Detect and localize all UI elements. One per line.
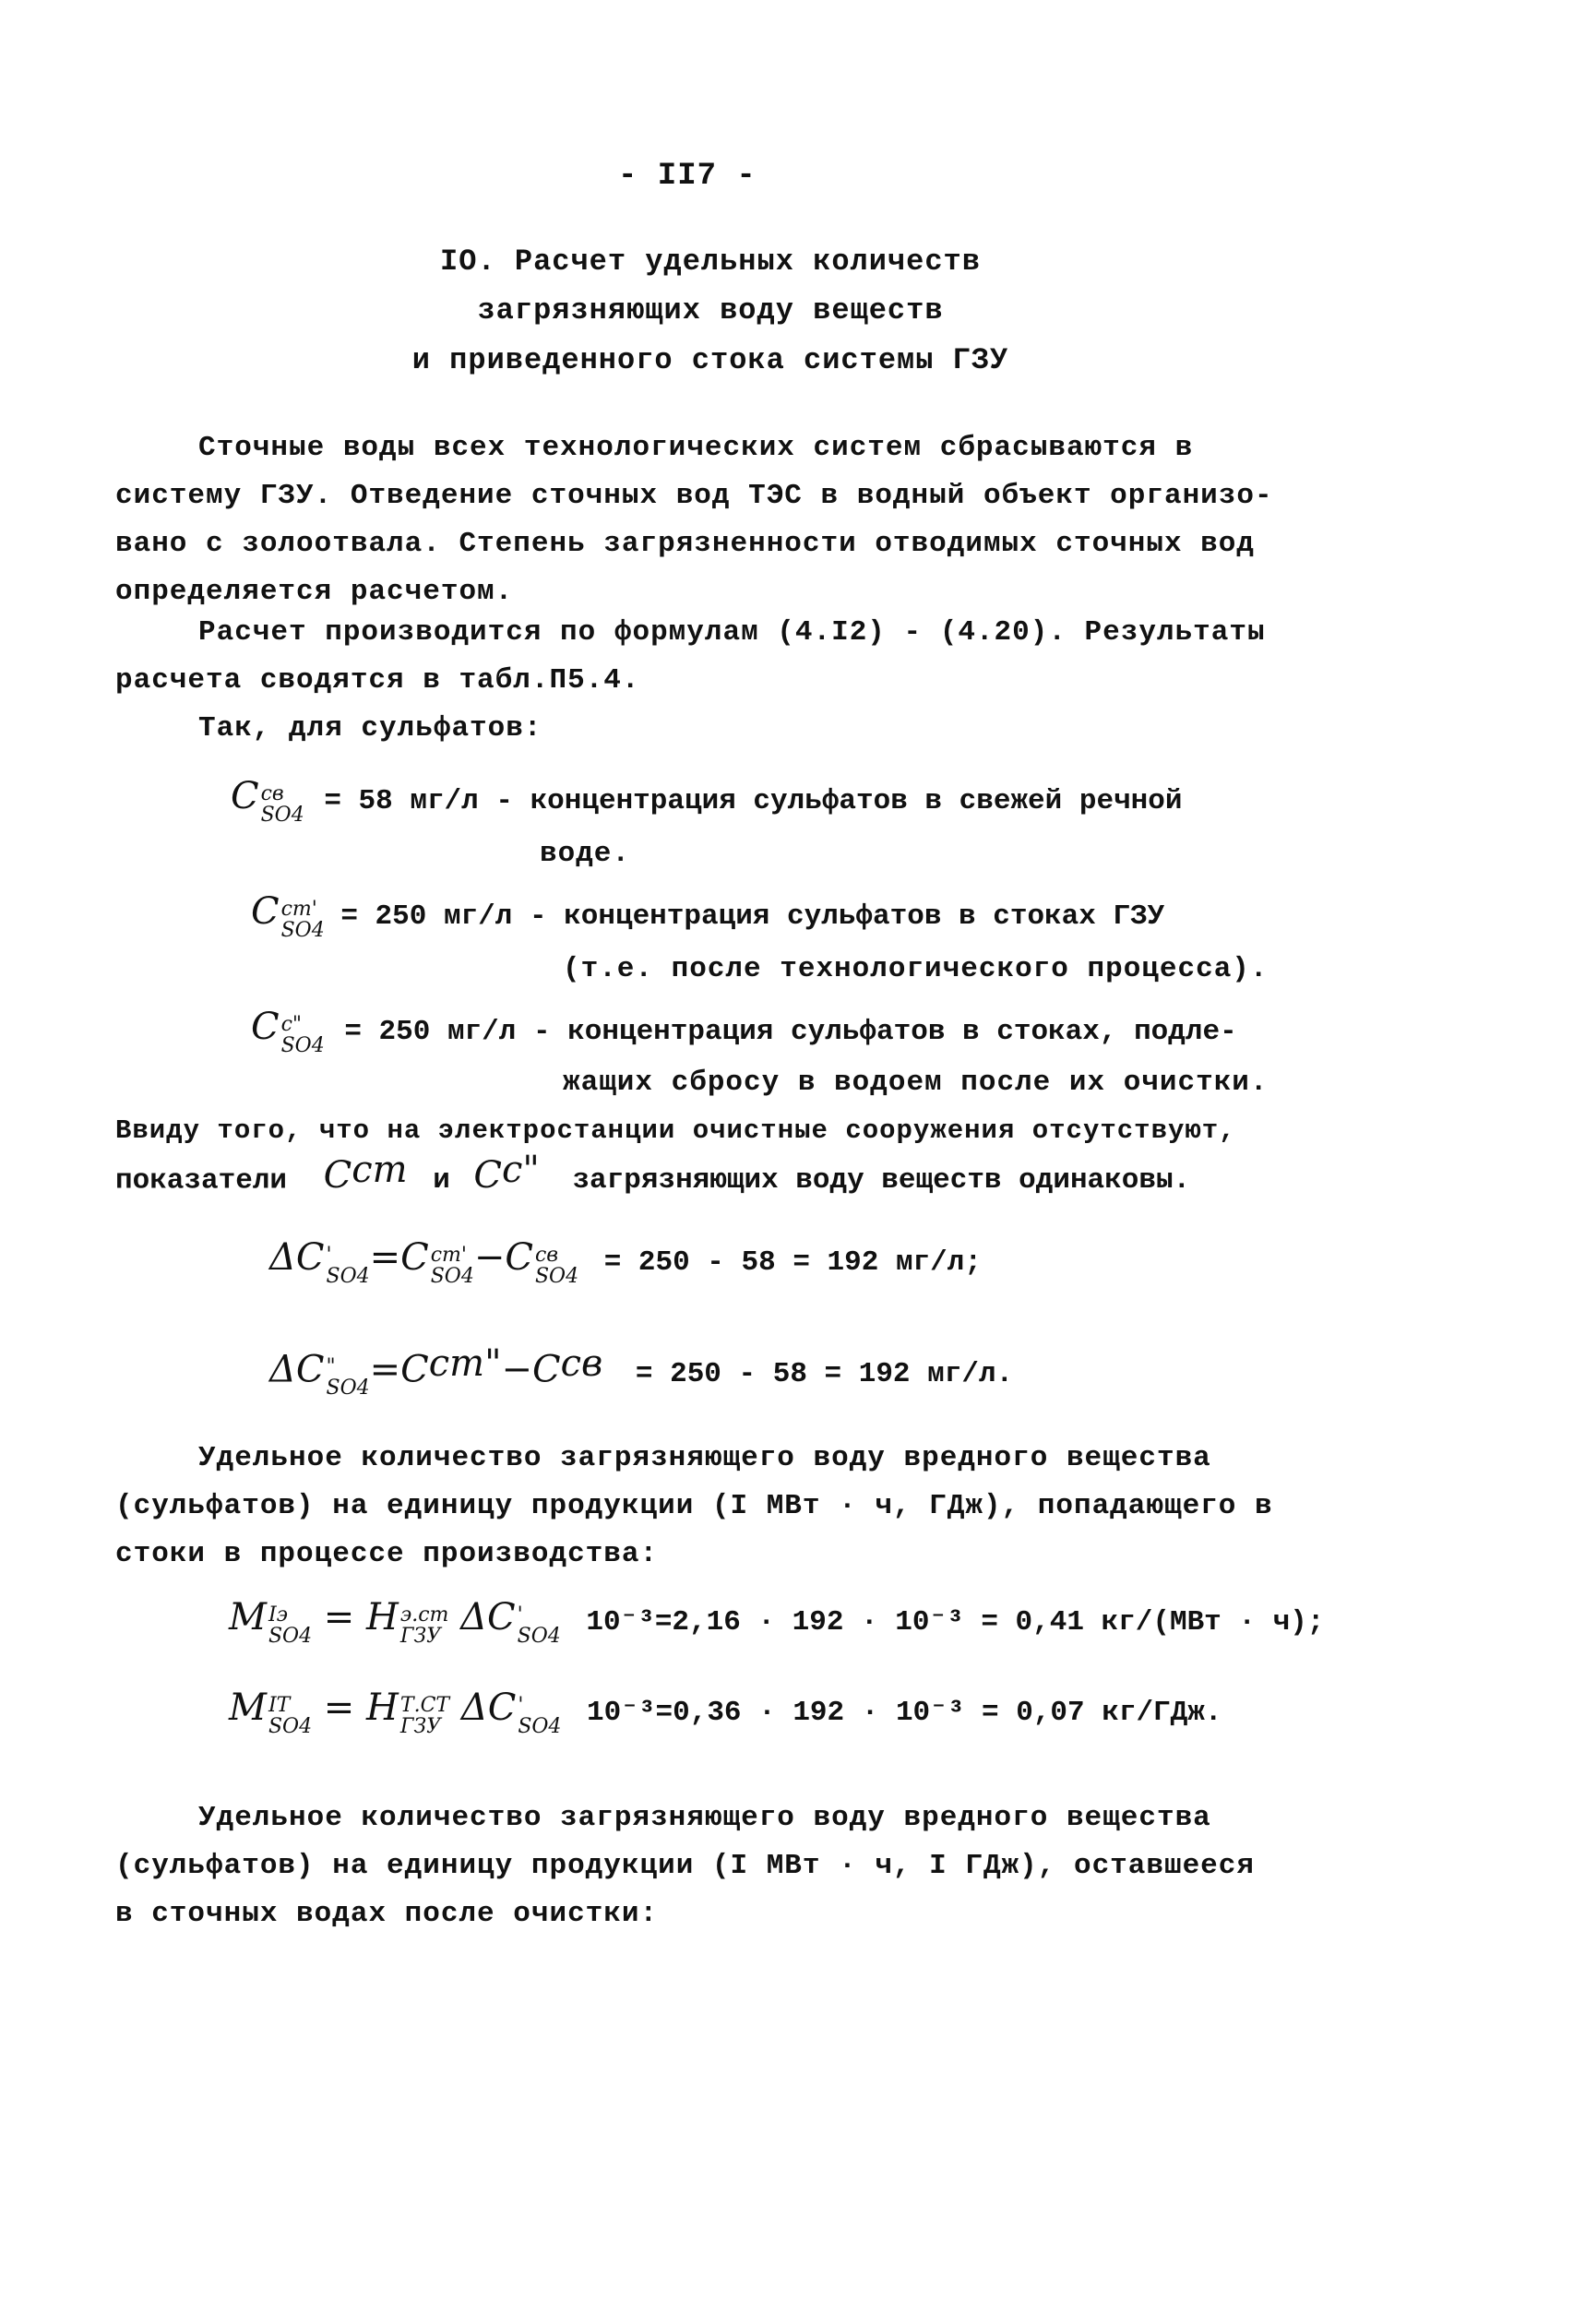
equation-delta-c-2: ΔC " SO4 $=C^{ст"}-C^{св} = 250 - 58 = 192$ мг/л. — [269, 1342, 1014, 1400]
paragraph-1-line-2: систему ГЗУ. Отведение сточных вод ТЭС в водный объект организо- — [115, 480, 1273, 512]
eq4-dc-sub: SO4 — [518, 1714, 562, 1738]
eq2-lhs-sup: " — [326, 1355, 336, 1378]
eq4-lhs-sub: SO4 — [268, 1714, 313, 1738]
def3-text-1: = 250 мг/л - концентрация сульфатов в стоках, подле- — [344, 1016, 1237, 1048]
para4-c1-sup: ст — [352, 1149, 408, 1191]
eq4-rhs: 10⁻³=0,36 · 192 · 10⁻³ = 0,07 кг/ГДж. — [587, 1697, 1222, 1729]
paragraph-1-line-1: Сточные воды всех технологических систем сбрасываются в — [198, 432, 1194, 464]
paragraph-5-line-1: Удельное количество загрязняющего воду вредного вещества — [198, 1442, 1211, 1474]
def3-sub: SO4 — [280, 1033, 325, 1057]
section-title-line-1: IO. Расчет удельных количеств — [440, 244, 981, 279]
eq1-rhs: = 250 - 58 = 192 мг/л; — [603, 1246, 982, 1279]
eq3-lhs-sub: SO4 — [268, 1624, 313, 1648]
paragraph-2-line-1: Расчет производится по формулам (4.I2) - (4.20). Результаты — [198, 616, 1266, 649]
eq1-t2-sup: св — [534, 1243, 559, 1267]
section-title-line-2: загрязняющих воду веществ — [477, 293, 944, 328]
paragraph-2-line-2: расчета сводятся в табл.П5.4. — [115, 664, 640, 697]
eq3-h-sup: э.ст — [399, 1603, 449, 1627]
def1-text-1: = 58 мг/л - концентрация сульфатов в свежей речной — [324, 785, 1183, 817]
def2-symbol: C — [251, 890, 280, 933]
def3-sup: с" — [280, 1012, 303, 1036]
def1-text-2: воде. — [540, 838, 631, 870]
def2-text-1: = 250 мг/л - концентрация сульфатов в стоках ГЗУ — [340, 900, 1165, 933]
paragraph-4-rest: загрязняющих воду веществ одинаковы. — [572, 1164, 1191, 1198]
equation-m-thermal: M IТ SO4 = H Т.СТ ГЗУ ΔC ' SO4 10⁻³=0,36 · 192 · 10⁻³ = 0,07 кг/ГДж. — [229, 1686, 1222, 1738]
def2-text-2: (т.е. после технологического процесса). — [563, 953, 1269, 985]
paragraph-3: Так, для сульфатов: — [198, 712, 542, 745]
paragraph-1-line-3: вано с золоотвала. Степень загрязненности отводимых сточных вод — [115, 528, 1255, 560]
eq3-dc-sup: ' — [517, 1603, 523, 1627]
eq4-h-sup: Т.СТ — [399, 1693, 450, 1717]
def1-sub: SO4 — [260, 803, 304, 827]
paragraph-6-line-3: в сточных водах после очистки: — [115, 1898, 659, 1930]
equation-m-electric: M Iэ SO4 = H э.ст ГЗУ ΔC ' SO4 10⁻³=2,16 · 192 · 10⁻³ = 0,41 кг/(МВт · ч); — [229, 1596, 1325, 1648]
paragraph-5-line-2: (сульфатов) на единицу продукции (I МВт · ч, ГДж), попадающего в — [115, 1490, 1273, 1522]
eq3-dc-sub: SO4 — [517, 1624, 561, 1648]
def1-sup: св — [260, 781, 284, 805]
eq2-rhs: = 250 - 58 = 192 мг/л. — [635, 1358, 1014, 1391]
eq1-t1-sub: SO4 — [430, 1264, 474, 1288]
eq1-lhs-sub: SO4 — [326, 1264, 370, 1288]
eq3-lhs-sup: Iэ — [268, 1603, 288, 1627]
paragraph-4-indicators: показатели — [115, 1164, 288, 1198]
paragraph-6-line-1: Удельное количество загрязняющего воду вредного вещества — [198, 1802, 1211, 1834]
eq3-rhs: 10⁻³=2,16 · 192 · 10⁻³ = 0,41 кг/(МВт · ч); — [586, 1606, 1325, 1639]
eq4-dc-sup: ' — [518, 1693, 524, 1717]
page-number: - II7 - — [618, 159, 757, 194]
paragraph-4-line-1: Ввиду того, что на электростанции очистные сооружения отсутствуют, — [115, 1115, 1236, 1146]
paragraph-4-and: и — [433, 1164, 450, 1198]
definition-c-fresh — [231, 775, 1182, 826]
eq1-lhs-sup: ' — [326, 1243, 332, 1267]
equation-delta-c-1: ΔC ' SO4 =C ст' SO4 −C св SO4 = 250 - 58 = 192 мг/л; — [269, 1236, 982, 1288]
eq2-lhs-sub: SO4 — [326, 1377, 370, 1400]
eq1-t2-sub: SO4 — [534, 1264, 579, 1288]
paragraph-4-line-2: показатели $C^{ст}$ и $C^{с"}$ загрязняющих воду веществ одинаковы. — [115, 1149, 1191, 1198]
eq4-lhs-sup: IТ — [268, 1693, 291, 1717]
def3-text-2: жащих сбросу в водоем после их очистки. — [563, 1067, 1269, 1099]
definition-c-discharge — [251, 1006, 1237, 1056]
paragraph-5-line-3: стоки в процессе производства: — [115, 1538, 659, 1570]
paragraph-1-line-4: определяется расчетом. — [115, 576, 514, 608]
def2-sup: ст' — [280, 897, 317, 921]
definition-c-stock-gzu — [251, 890, 1164, 941]
para4-c2-sup: с" — [502, 1149, 540, 1191]
eq2-t1-sup: ст" — [428, 1342, 502, 1385]
eq2-t2-sup: св — [560, 1342, 603, 1385]
eq3-h-sub: ГЗУ — [399, 1624, 442, 1648]
def3-symbol: C — [251, 1006, 280, 1048]
def1-symbol: C — [231, 775, 259, 817]
paragraph-6-line-2: (сульфатов) на единицу продукции (I МВт · ч, I ГДж), оставшееся — [115, 1850, 1255, 1882]
def2-sub: SO4 — [280, 918, 325, 942]
eq4-h-sub: ГЗУ — [399, 1714, 442, 1738]
eq1-t1-sup: ст' — [430, 1243, 467, 1267]
section-title-line-3: и приведенного стока системы ГЗУ — [411, 343, 1009, 377]
